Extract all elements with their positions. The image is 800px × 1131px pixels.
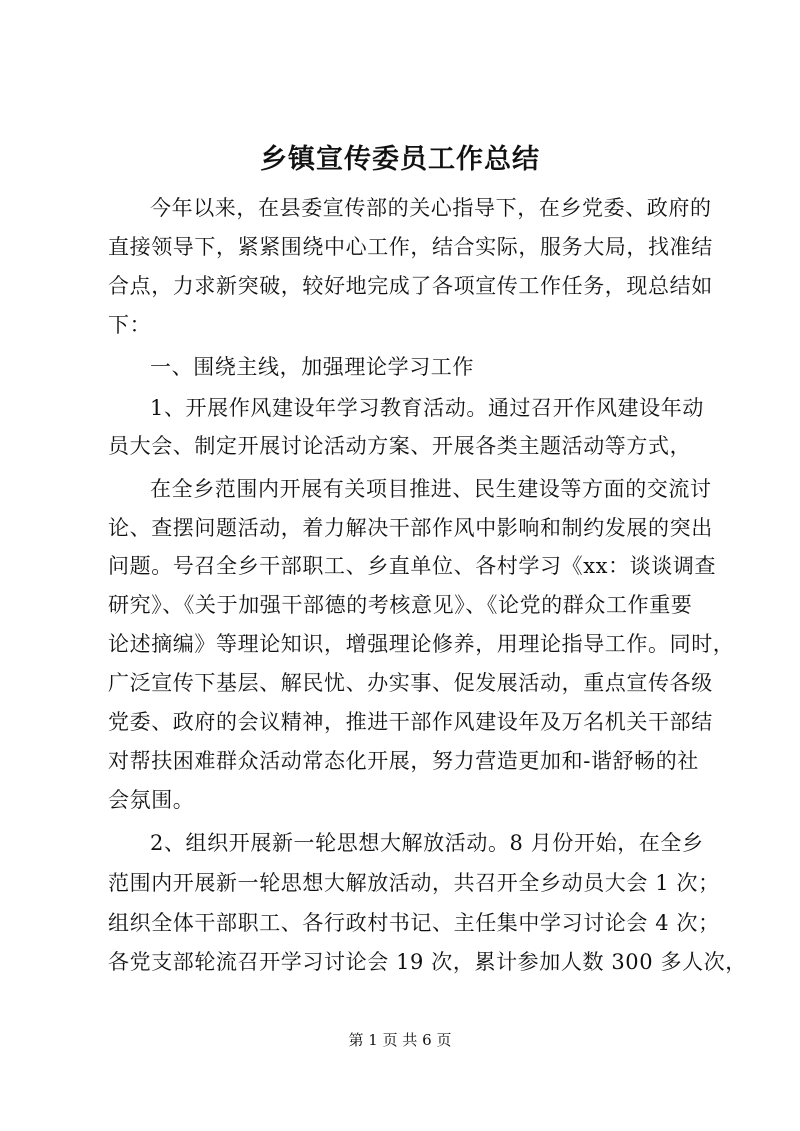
body-line: 今年以来，在县委宣传部的关心指导下，在乡党委、政府的 bbox=[150, 196, 712, 220]
body-line: 问题。号召全乡干部职工、乡直单位、各村学习《xx：谈谈调查 bbox=[108, 554, 717, 578]
body-line: 员大会、制定开展讨论活动方案、开展各类主题活动等方式， bbox=[108, 434, 692, 458]
body-line: 党委、政府的会议精神，推进干部作风建设年及万名机关干部结 bbox=[108, 710, 713, 734]
body-line: 会氛围。 bbox=[108, 788, 195, 812]
body-line: 研究》、《关于加强干部德的考核意见》、《论党的群众工作重要 bbox=[108, 593, 693, 617]
body-line: 各党支部轮流召开学习讨论会 19 次，累计参加人数 300 多人次， bbox=[108, 950, 747, 974]
body-line: 论、查摆问题活动，着力解决干部作风中影响和制约发展的突出 bbox=[108, 516, 713, 540]
body-line: 广泛宣传下基层、解民忧、办实事、促发展活动，重点宣传各级 bbox=[108, 671, 713, 695]
body-line: 组织全体干部职工、各行政村书记、主任集中学习讨论会 4 次； bbox=[108, 911, 720, 935]
body-line: 对帮扶困难群众活动常态化开展，努力营造更加和-谐舒畅的社 bbox=[108, 749, 699, 773]
body-line: 下： bbox=[108, 313, 152, 337]
page-footer: 第 1 页 共 6 页 bbox=[348, 1031, 452, 1049]
body-line: 合点，力求新突破，较好地完成了各项宣传工作任务，现总结如 bbox=[108, 274, 713, 298]
document-title: 乡镇宣传委员工作总结 bbox=[260, 144, 540, 175]
body-line: 范围内开展新一轮思想大解放活动，共召开全乡动员大会 1 次； bbox=[108, 871, 720, 895]
body-line: 1、开展作风建设年学习教育活动。通过召开作风建设年动 bbox=[150, 396, 704, 420]
section-heading: 一、围绕主线，加强理论学习工作 bbox=[150, 355, 474, 379]
body-line: 论述摘编》等理论知识，增强理论修养，用理论指导工作。同时， bbox=[108, 632, 735, 656]
body-line: 直接领导下，紧紧围绕中心工作，结合实际，服务大局，找准结 bbox=[108, 235, 713, 259]
body-line: 在全乡范围内开展有关项目推进、民生建设等方面的交流讨 bbox=[150, 477, 712, 501]
body-line: 2、组织开展新一轮思想大解放活动。8 月份开始，在全乡 bbox=[150, 831, 704, 855]
